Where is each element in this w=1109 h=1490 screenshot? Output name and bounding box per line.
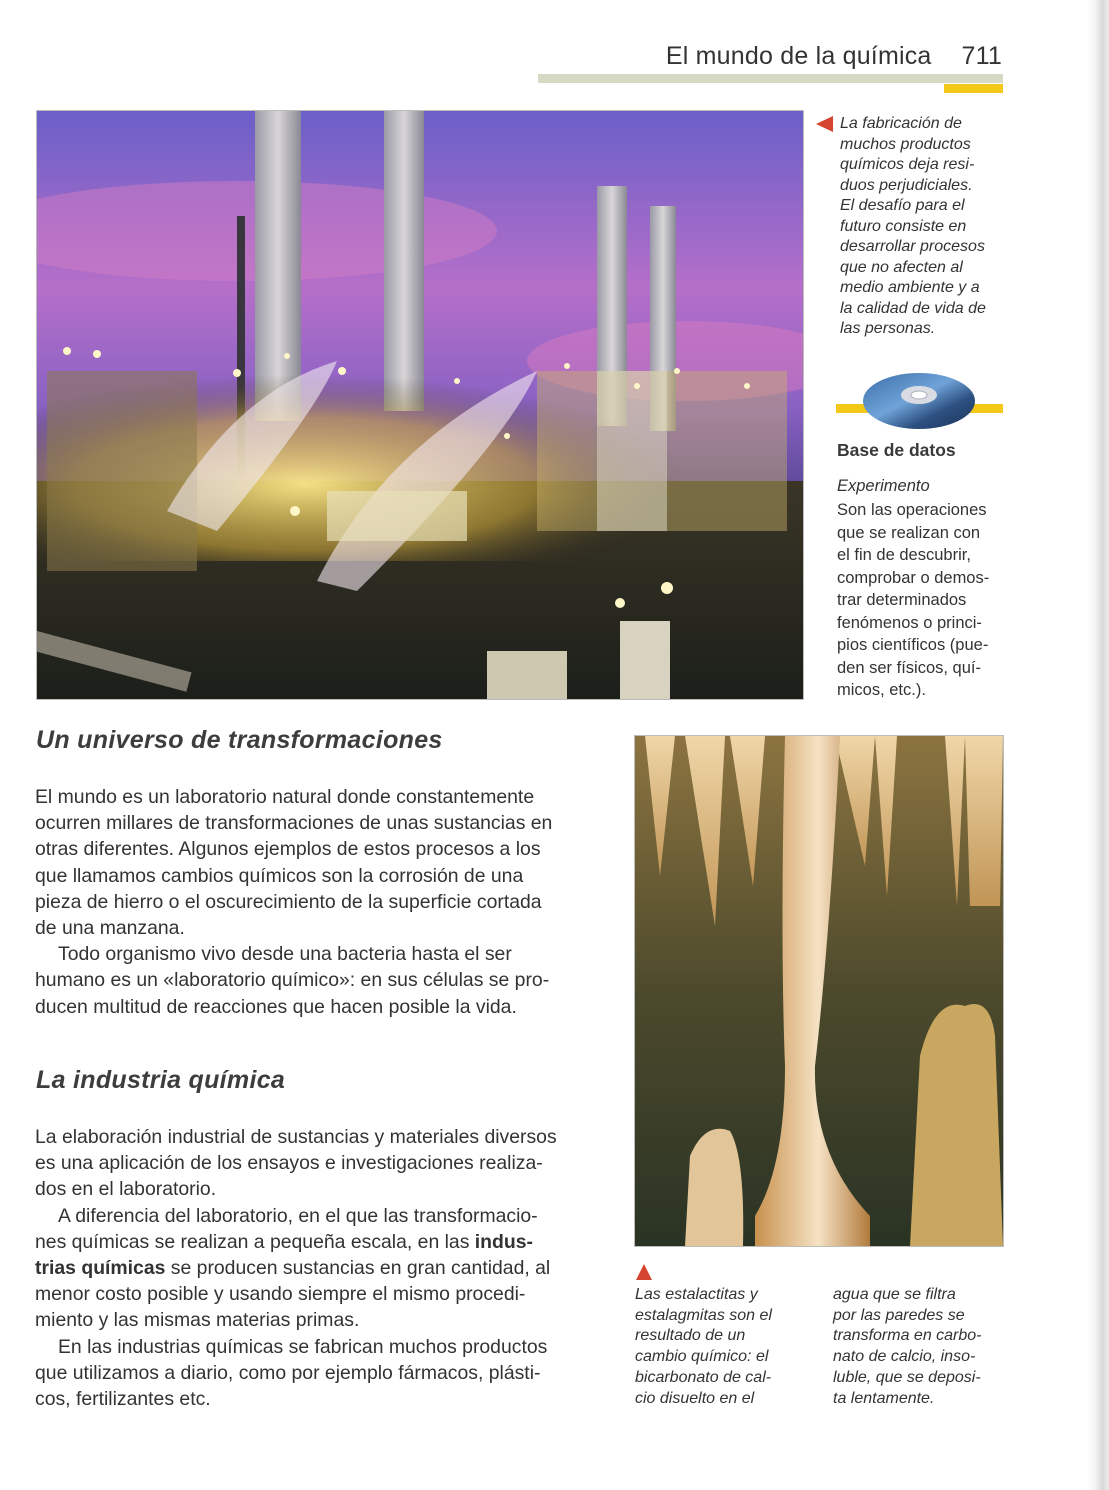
body-line: Todo organismo vivo desde una bacteria hasta el ser <box>58 943 512 966</box>
side-note-line: duos perjudiciales. <box>840 176 973 194</box>
side-note-line: La fabricación de <box>840 115 962 132</box>
side-note-line: medio ambiente y a <box>840 279 980 296</box>
caption-line: por las paredes se <box>833 1306 965 1324</box>
section1-body <box>35 784 605 1020</box>
body-line: cos, fertilizantes etc. <box>35 1388 211 1411</box>
body-line <box>35 1255 605 1281</box>
running-head <box>540 42 1002 72</box>
body-line <box>35 1229 605 1255</box>
chapter-title: El mundo de la química <box>665 42 932 70</box>
caption-line: Las estalactitas y <box>635 1286 758 1303</box>
caption-line: bicarbonato de cal- <box>635 1368 772 1386</box>
caption-line: nato de calcio, inso- <box>833 1348 976 1366</box>
body-line: menor costo posible y usando siempre el mismo procedi- <box>35 1283 526 1306</box>
body-line: La elaboración industrial de sustancias y materiales diversos <box>35 1126 557 1148</box>
caption-line: ta lentamente. <box>833 1389 935 1407</box>
body-line: miento y las mismas materias primas. <box>35 1309 360 1332</box>
definition-line: Son las operaciones <box>837 501 987 519</box>
header-accent-rule <box>944 84 1003 93</box>
definition-line: que se realizan con <box>837 523 981 542</box>
definition-line: pios científicos (pue- <box>837 636 989 654</box>
database-title: Base de datos <box>837 440 956 460</box>
definition-line: micos, etc.). <box>837 681 926 699</box>
page-number: 711 <box>961 42 1002 70</box>
body-line: El mundo es un laboratorio natural donde constantemente <box>35 786 535 808</box>
body-line: de una manzana. <box>35 917 185 940</box>
section2-body <box>35 1124 605 1412</box>
side-note-line: muchos productos <box>840 135 971 153</box>
database-term: Experimento <box>837 477 930 495</box>
cave-caption-column-1 <box>635 1285 805 1409</box>
caption-line: resultado de un <box>635 1327 746 1345</box>
body-line: En las industrias químicas se fabrican muchos productos <box>58 1335 548 1358</box>
body-line: ocurren millares de transformaciones de unas sustancias en <box>35 812 553 835</box>
side-note-line: futuro consiste en <box>840 217 967 235</box>
database-definition <box>837 499 1009 702</box>
side-note-line: químicos deja resi- <box>840 156 975 173</box>
body-line: que utilizamos a diario, como por ejemplo fármacos, plásti- <box>35 1361 541 1384</box>
body-line: dos en el laboratorio. <box>35 1178 217 1201</box>
caption-line: estalagmitas son el <box>635 1306 772 1324</box>
side-note-line: El desafío para el <box>840 197 965 214</box>
caption-line: cambio químico: el <box>635 1348 769 1366</box>
section-heading-transformaciones: Un universo de transformaciones <box>36 726 443 754</box>
key-term: trias químicas <box>35 1257 166 1280</box>
cave-stalactites-photo <box>634 735 1004 1247</box>
side-note-line: que no afecten al <box>840 258 963 276</box>
caption-line: transforma en carbo- <box>833 1327 982 1345</box>
definition-line: den ser físicos, quí- <box>837 658 981 677</box>
body-line: humano es un «laboratorio químico»: en sus células se pro- <box>35 969 550 992</box>
body-line: ducen multitud de reacciones que hacen posible la vida. <box>35 995 517 1018</box>
definition-line: trar determinados <box>837 591 967 609</box>
body-line: que llamamos cambios químicos son la corrosión de una <box>35 864 524 887</box>
body-line: otras diferentes. Algunos ejemplos de estos procesos a los <box>35 838 541 861</box>
caption-line: cio disuelto en el <box>635 1389 755 1407</box>
caption-line: agua que se filtra <box>833 1286 956 1303</box>
body-line: pieza de hierro o el oscurecimiento de la superficie cortada <box>35 890 542 913</box>
body-text-run: nes químicas se realizan a pequeña escala, en las <box>35 1230 475 1253</box>
page-edge-shadow <box>1087 0 1109 1490</box>
triangle-left-icon <box>816 116 833 132</box>
definition-line: fenómenos o princi- <box>837 613 982 632</box>
header-rule <box>538 74 1003 83</box>
body-line: A diferencia del laboratorio, en el que las transformacio- <box>58 1204 538 1227</box>
cd-disc-icon <box>862 370 977 432</box>
caption-line: luble, que se deposi- <box>833 1368 981 1386</box>
body-text-run: se producen sustancias en gran cantidad, al <box>165 1257 551 1280</box>
triangle-up-icon <box>636 1264 652 1280</box>
key-term: indus- <box>474 1230 533 1253</box>
definition-line: comprobar o demos- <box>837 568 990 587</box>
definition-line: el fin de descubrir, <box>837 546 971 564</box>
chemical-plant-photo <box>36 110 804 700</box>
cave-caption-column-2 <box>833 1285 1003 1409</box>
section-heading-industria: La industria química <box>36 1066 286 1094</box>
side-note-line: las personas. <box>840 320 936 337</box>
body-line: es una aplicación de los ensayos e investigaciones realiza- <box>35 1152 543 1175</box>
side-note <box>840 114 1010 340</box>
side-note-line: la calidad de vida de <box>840 299 986 317</box>
side-note-line: desarrollar procesos <box>840 238 985 255</box>
